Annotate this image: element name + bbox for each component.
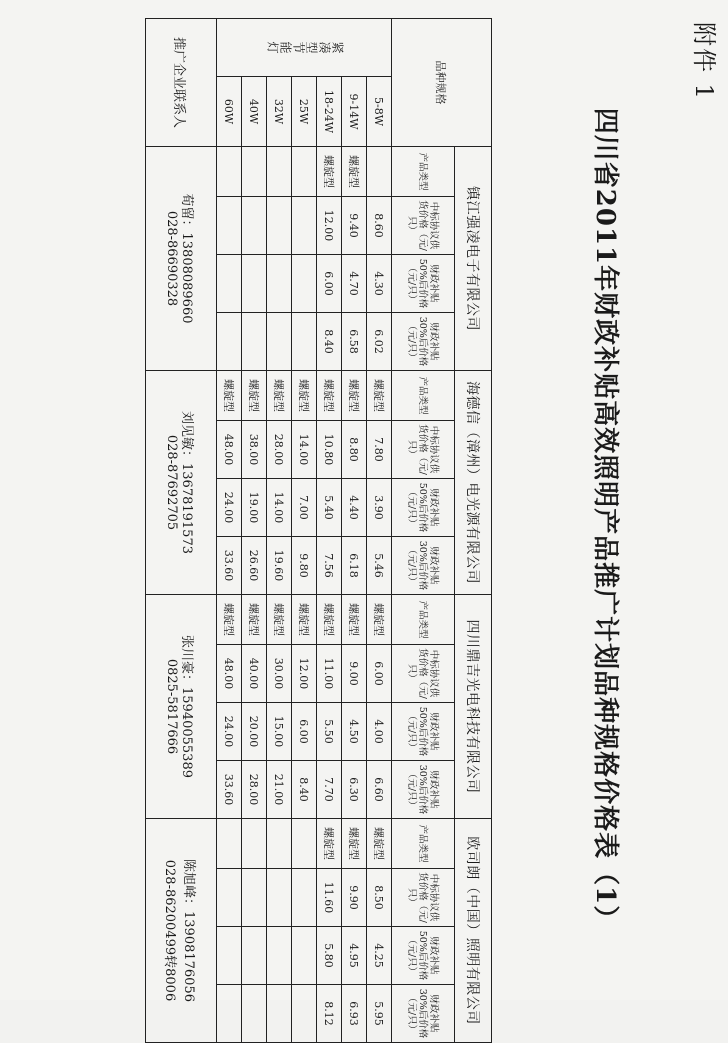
- spec-cell: 60W: [217, 77, 242, 147]
- subsidy-30-price-cell: 8.40: [317, 313, 342, 371]
- subsidy-50-price-cell: 4.50: [342, 703, 367, 761]
- table-row: [317, 19, 342, 1043]
- subsidy-50-price-cell: 4.70: [342, 255, 367, 313]
- bid-price-cell: 9.90: [342, 869, 367, 927]
- contact-cell: [146, 147, 217, 371]
- contact-person: 陈旭峰：13908176056: [181, 859, 196, 1002]
- subsidy-30-price-cell: [242, 313, 267, 371]
- contact-person: 荀留：13808089660: [179, 193, 194, 324]
- product-type-cell: 螺旋型: [242, 595, 267, 645]
- company-header-2: 四川鼎吉光电科技有限公司: [455, 595, 492, 819]
- product-type-cell: 螺旋型: [342, 819, 367, 869]
- subsidy-50-price-cell: 24.00: [217, 703, 242, 761]
- product-type-cell: [292, 147, 317, 197]
- subsidy-50-price-cell: 5.50: [317, 703, 342, 761]
- table-row: [367, 19, 392, 1043]
- subsidy-50-price-cell: 7.00: [292, 479, 317, 537]
- product-type-cell: 螺旋型: [367, 595, 392, 645]
- bid-price-cell: 7.80: [367, 421, 392, 479]
- product-type-cell: 螺旋型: [242, 371, 267, 421]
- bid-price-cell: 48.00: [217, 421, 242, 479]
- subsidy-30-price-cell: [267, 313, 292, 371]
- product-type-cell: 螺旋型: [367, 819, 392, 869]
- spec-cell: 32W: [267, 77, 292, 147]
- company-header-1: 海德信（漳州）电光源有限公司: [455, 371, 492, 595]
- product-type-cell: 螺旋型: [342, 595, 367, 645]
- contact-person: 张川豪：15940055389: [179, 635, 194, 778]
- subsidy-50-price-cell: 4.00: [367, 703, 392, 761]
- column-header-product-type: 产品类型: [392, 819, 455, 869]
- product-type-cell: [292, 819, 317, 869]
- document-title: 四川省2011年财政补贴高效照明产品推广计划品种规格价格表（1）: [590, 107, 620, 933]
- contact-cell: [146, 371, 217, 595]
- subsidy-30-price-cell: 28.00: [242, 761, 267, 819]
- product-type-cell: 螺旋型: [317, 147, 342, 197]
- subsidy-30-price-cell: 8.40: [292, 761, 317, 819]
- table-row: [292, 19, 317, 1043]
- product-type-cell: [367, 147, 392, 197]
- subsidy-30-price-cell: [292, 313, 317, 371]
- subsidy-30-price-cell: 6.02: [367, 313, 392, 371]
- contact-phone: 028-86200499转8006: [162, 859, 177, 1002]
- bid-price-cell: 12.00: [317, 197, 342, 255]
- subsidy-30-price-cell: [292, 985, 317, 1043]
- subsidy-30-price-cell: 33.60: [217, 537, 242, 595]
- annex-label: 附件 1: [690, 22, 718, 101]
- bid-price-cell: 40.00: [242, 645, 267, 703]
- table-row: [217, 19, 242, 1043]
- product-type-cell: 螺旋型: [267, 595, 292, 645]
- contact-label: 推广企业联系人: [146, 19, 217, 147]
- spec-cell: 18-24W: [317, 77, 342, 147]
- contact-row: [146, 19, 217, 1043]
- table-row: [342, 19, 367, 1043]
- subsidy-50-price-cell: [292, 255, 317, 313]
- bid-price-cell: [292, 197, 317, 255]
- subsidy-30-price-cell: 5.46: [367, 537, 392, 595]
- category-cell: [217, 19, 392, 77]
- subsidy-30-price-cell: [267, 985, 292, 1043]
- column-header-bid-price: 中标协议供货价格（元/只）: [392, 869, 455, 927]
- table-row: [267, 19, 292, 1043]
- bid-price-cell: 10.80: [317, 421, 342, 479]
- bid-price-cell: 8.50: [367, 869, 392, 927]
- subsidy-50-price-cell: 4.25: [367, 927, 392, 985]
- company-header-3: 欧司朗（中国）照明有限公司: [455, 819, 492, 1043]
- bid-price-cell: [292, 869, 317, 927]
- product-type-cell: [267, 819, 292, 869]
- subsidy-50-price-cell: [267, 255, 292, 313]
- subsidy-50-price-cell: [242, 927, 267, 985]
- subsidy-30-price-cell: 5.95: [367, 985, 392, 1043]
- column-header-subsidy-50: 财政补贴50%后价格（元/只）: [392, 927, 455, 985]
- subsidy-30-price-cell: 21.00: [267, 761, 292, 819]
- subsidy-50-price-cell: 14.00: [267, 479, 292, 537]
- column-header-subsidy-50: 财政补贴50%后价格（元/只）: [392, 703, 455, 761]
- subsidy-30-price-cell: 6.18: [342, 537, 367, 595]
- spec-cell: 5-8W: [367, 77, 392, 147]
- subsidy-50-price-cell: 4.30: [367, 255, 392, 313]
- product-type-cell: [217, 147, 242, 197]
- table-row: [242, 19, 267, 1043]
- spec-cell: 9-14W: [342, 77, 367, 147]
- bid-price-cell: 11.60: [317, 869, 342, 927]
- subsidy-30-price-cell: 6.30: [342, 761, 367, 819]
- category-label: 紧凑型节能灯: [266, 40, 345, 54]
- column-header-subsidy-30: 财政补贴30%后价格（元/只）: [392, 313, 455, 371]
- subsidy-50-price-cell: [242, 255, 267, 313]
- spec-header: 品种规格: [392, 19, 492, 147]
- subsidy-30-price-cell: 19.60: [267, 537, 292, 595]
- subsidy-30-price-cell: [217, 985, 242, 1043]
- spec-cell: 40W: [242, 77, 267, 147]
- subsidy-50-price-cell: 4.95: [342, 927, 367, 985]
- subsidy-50-price-cell: 19.00: [242, 479, 267, 537]
- column-header-bid-price: 中标协议供货价格（元/只）: [392, 421, 455, 479]
- subsidy-30-price-cell: 26.60: [242, 537, 267, 595]
- column-header-bid-price: 中标协议供货价格（元/只）: [392, 197, 455, 255]
- bid-price-cell: 38.00: [242, 421, 267, 479]
- product-type-cell: 螺旋型: [267, 371, 292, 421]
- subsidy-30-price-cell: 6.60: [367, 761, 392, 819]
- column-header-product-type: 产品类型: [392, 595, 455, 645]
- product-type-cell: 螺旋型: [217, 595, 242, 645]
- product-type-cell: [242, 147, 267, 197]
- subsidy-30-price-cell: 33.60: [217, 761, 242, 819]
- column-header-subsidy-30: 财政补贴30%后价格（元/只）: [392, 761, 455, 819]
- column-header-subsidy-50: 财政补贴50%后价格（元/只）: [392, 255, 455, 313]
- subsidy-30-price-cell: 8.12: [317, 985, 342, 1043]
- product-type-cell: [267, 147, 292, 197]
- bid-price-cell: 14.00: [292, 421, 317, 479]
- product-type-cell: 螺旋型: [367, 371, 392, 421]
- subsidy-50-price-cell: 6.00: [317, 255, 342, 313]
- subsidy-50-price-cell: 3.90: [367, 479, 392, 537]
- bid-price-cell: [217, 197, 242, 255]
- price-table: [145, 18, 492, 1043]
- bid-price-cell: [242, 197, 267, 255]
- subsidy-30-price-cell: [242, 985, 267, 1043]
- contact-phone: 028-86690328: [164, 210, 179, 307]
- bid-price-cell: 11.00: [317, 645, 342, 703]
- product-type-cell: 螺旋型: [342, 371, 367, 421]
- product-type-cell: 螺旋型: [317, 819, 342, 869]
- subsidy-50-price-cell: [217, 255, 242, 313]
- subsidy-50-price-cell: [217, 927, 242, 985]
- contact-cell: [146, 595, 217, 819]
- subsidy-50-price-cell: 15.00: [267, 703, 292, 761]
- bid-price-cell: 30.00: [267, 645, 292, 703]
- column-header-bid-price: 中标协议供货价格（元/只）: [392, 645, 455, 703]
- subsidy-50-price-cell: 24.00: [217, 479, 242, 537]
- product-type-cell: 螺旋型: [292, 371, 317, 421]
- subsidy-30-price-cell: [217, 313, 242, 371]
- subsidy-30-price-cell: 6.93: [342, 985, 367, 1043]
- bid-price-cell: 12.00: [292, 645, 317, 703]
- subsidy-50-price-cell: 5.80: [317, 927, 342, 985]
- product-type-cell: 螺旋型: [292, 595, 317, 645]
- subsidy-50-price-cell: [267, 927, 292, 985]
- bid-price-cell: [267, 869, 292, 927]
- product-type-cell: 螺旋型: [317, 371, 342, 421]
- column-header-product-type: 产品类型: [392, 371, 455, 421]
- contact-phone: 0825-5817666: [164, 658, 179, 755]
- column-header-subsidy-30: 财政补贴30%后价格（元/只）: [392, 537, 455, 595]
- subsidy-30-price-cell: 7.70: [317, 761, 342, 819]
- contact-person: 刘见敏：13678191573: [179, 411, 194, 554]
- column-header-subsidy-50: 财政补贴50%后价格（元/只）: [392, 479, 455, 537]
- bid-price-cell: 48.00: [217, 645, 242, 703]
- product-type-cell: [242, 819, 267, 869]
- product-type-cell: 螺旋型: [342, 147, 367, 197]
- subsidy-30-price-cell: 6.58: [342, 313, 367, 371]
- company-header-0: 镇江强凌电子有限公司: [455, 147, 492, 371]
- subsidy-50-price-cell: [292, 927, 317, 985]
- bid-price-cell: 9.00: [342, 645, 367, 703]
- subsidy-50-price-cell: 5.40: [317, 479, 342, 537]
- bid-price-cell: 9.40: [342, 197, 367, 255]
- subsidy-50-price-cell: 20.00: [242, 703, 267, 761]
- subsidy-30-price-cell: 9.80: [292, 537, 317, 595]
- column-header-product-type: 产品类型: [392, 147, 455, 197]
- contact-cell: [146, 819, 217, 1043]
- bid-price-cell: [267, 197, 292, 255]
- bid-price-cell: 8.60: [367, 197, 392, 255]
- bid-price-cell: 28.00: [267, 421, 292, 479]
- product-type-cell: 螺旋型: [217, 371, 242, 421]
- bid-price-cell: [217, 869, 242, 927]
- bid-price-cell: 6.00: [367, 645, 392, 703]
- product-type-cell: 螺旋型: [317, 595, 342, 645]
- spec-cell: 25W: [292, 77, 317, 147]
- subsidy-30-price-cell: 7.56: [317, 537, 342, 595]
- product-type-cell: [217, 819, 242, 869]
- subsidy-50-price-cell: 4.40: [342, 479, 367, 537]
- bid-price-cell: 8.80: [342, 421, 367, 479]
- column-header-subsidy-30: 财政补贴30%后价格（元/只）: [392, 985, 455, 1043]
- contact-phone: 028-87692705: [164, 434, 179, 531]
- subsidy-50-price-cell: 6.00: [292, 703, 317, 761]
- bid-price-cell: [242, 869, 267, 927]
